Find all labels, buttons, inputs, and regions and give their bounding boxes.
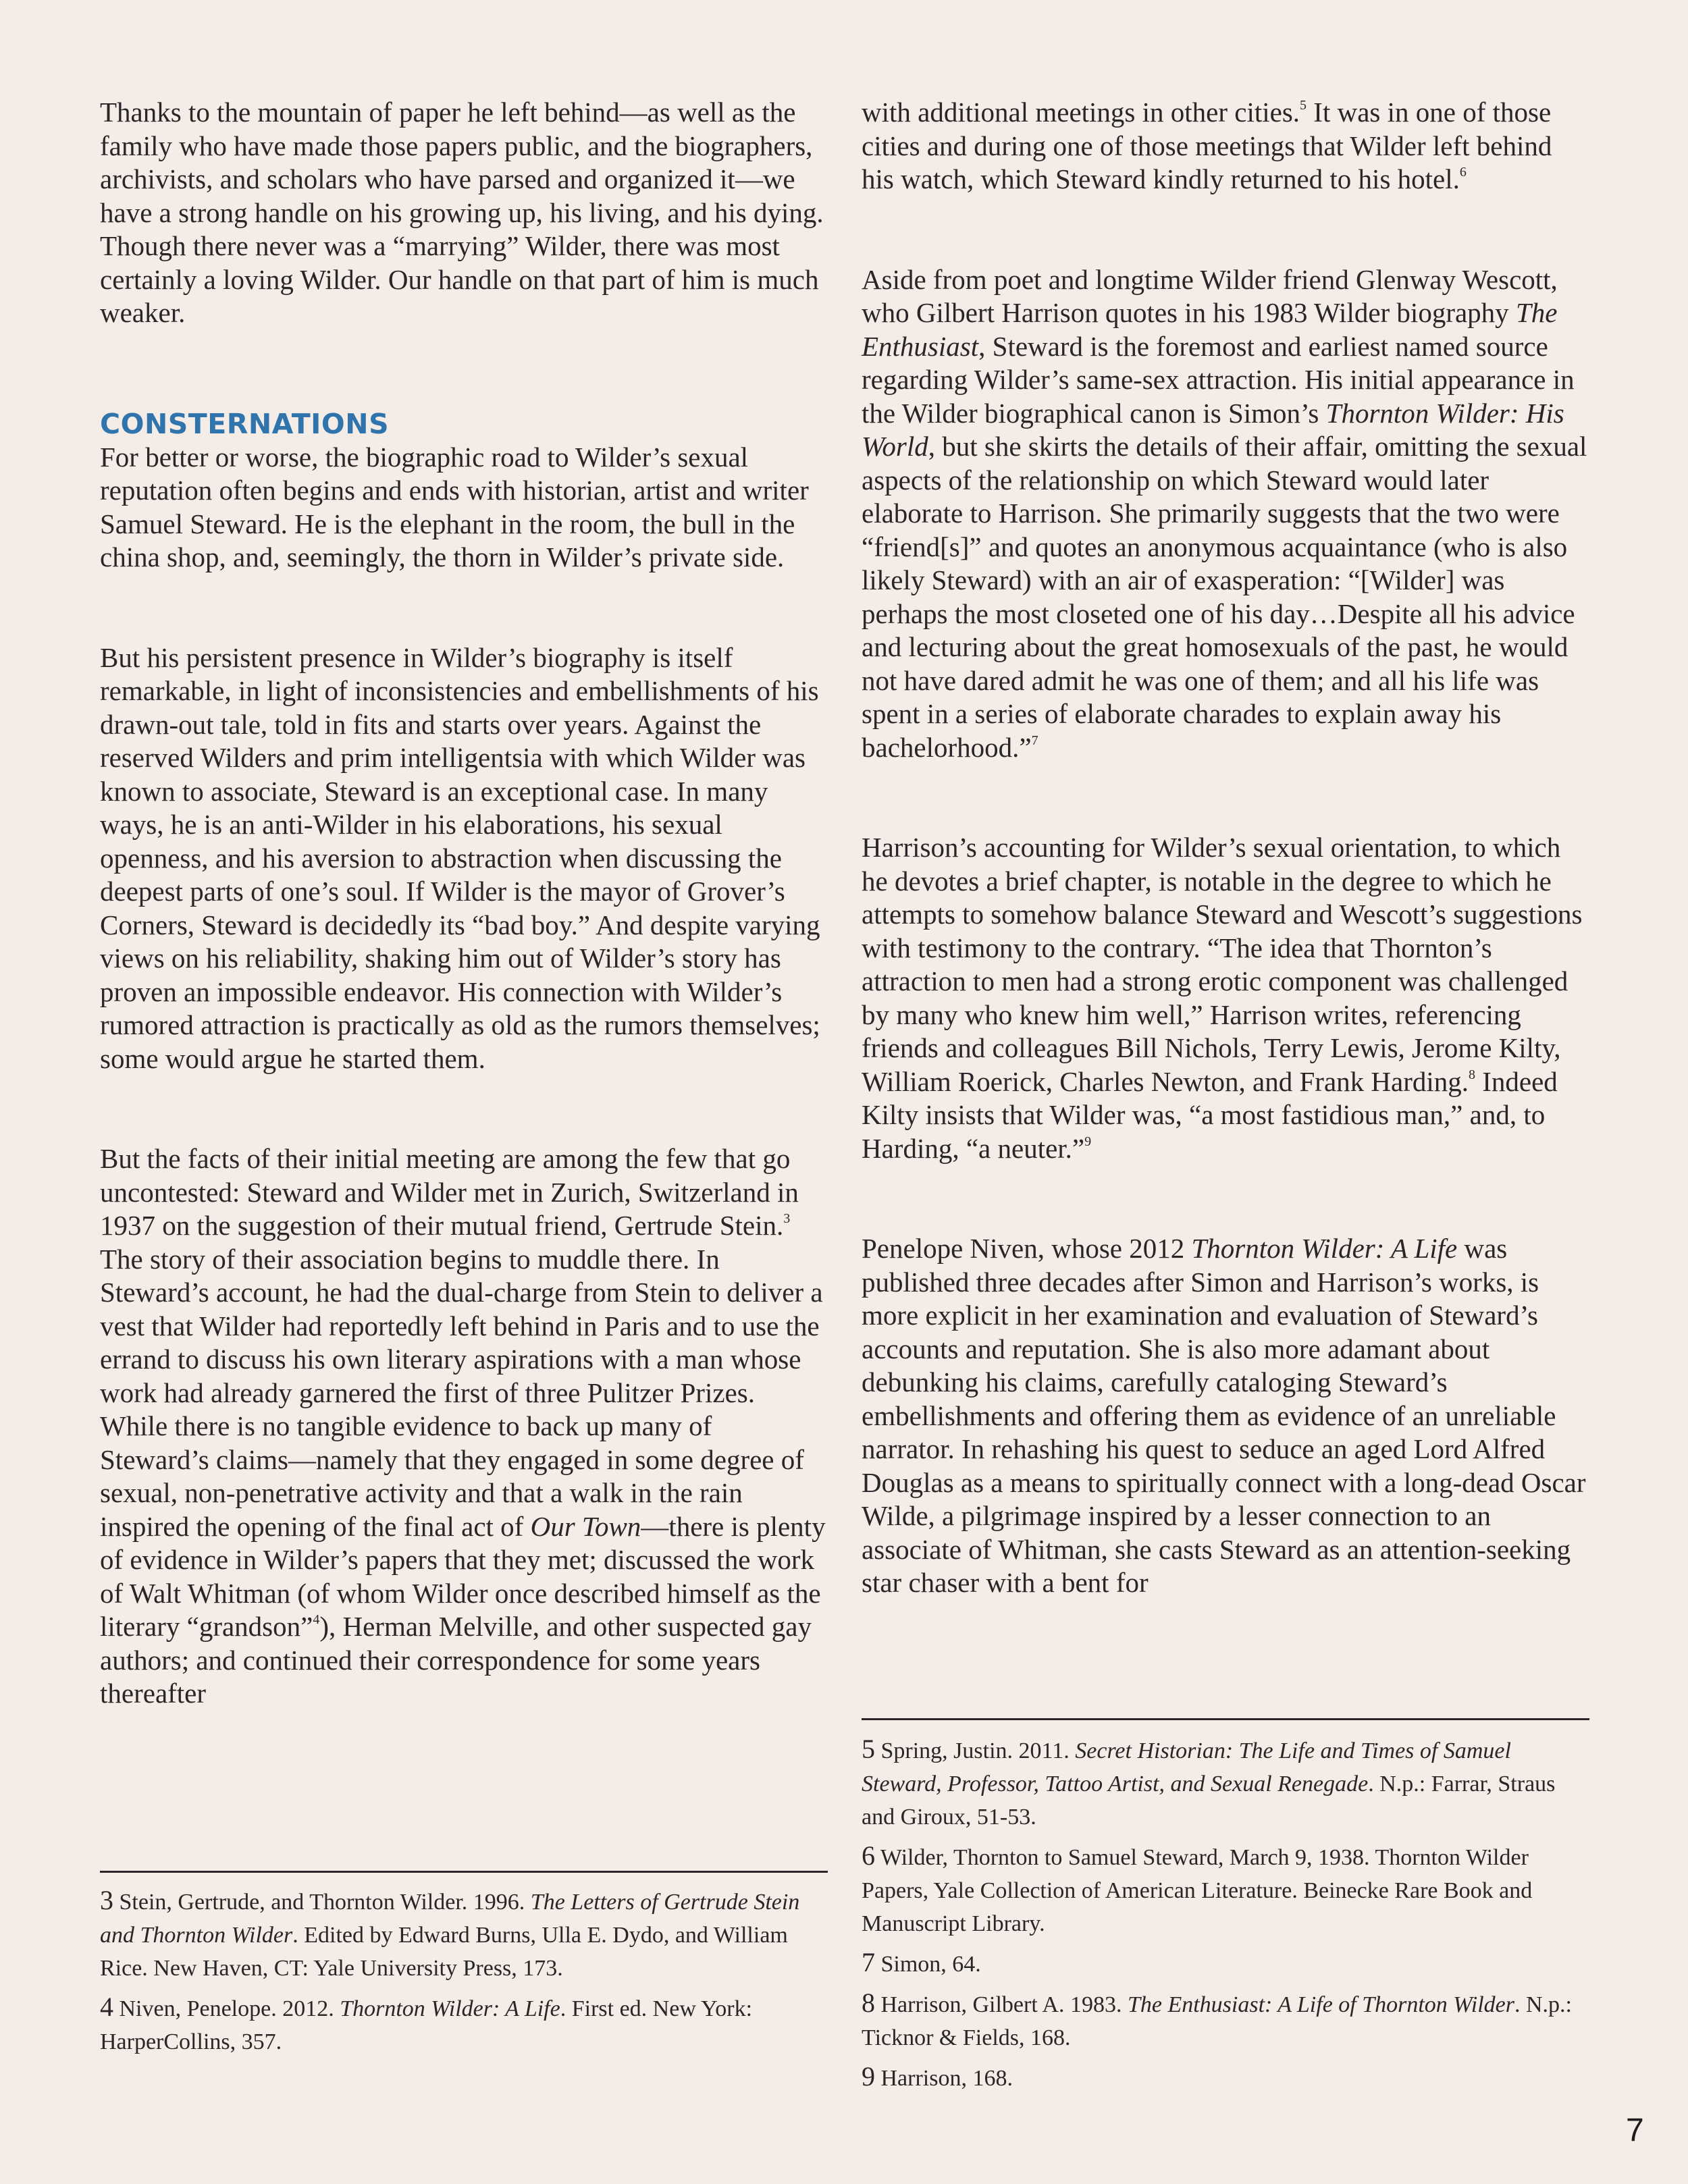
text-run: ), Herman Melville, and other suspected gay authors; and continued their correspondence for some years thereafter <box>100 1611 812 1709</box>
footnote-divider <box>100 1871 828 1873</box>
text-run: with additional meetings in other cities. <box>862 97 1300 128</box>
text-run: was published three decades after Simon and Harrison’s works, is more explicit in her examination and evaluation of Steward’s accounts and reputation. She is also more adamant about debunking his claims, carefully cataloging Steward’s embellishments and offering them as evidence of an unreliable narrator. In rehashing his quest to seduce an aged Lord Alfred Douglas as a means to spiritually connect with a long-dead Oscar Wilde, a pilgrimage inspired by a lesser connection to an associate of Whitman, she casts Steward as an attention-seeking star chaser with a bent for <box>862 1233 1586 1598</box>
paragraph: Thanks to the mountain of paper he left behind—as well as the family who have made those papers public, and the biographers, archivists, and scholars who have parsed and organized it—we have a strong handle on his growing up, his living, and his dying. Though there never was a “marrying” Wilder, there was most certainly a loving Wilder. Our handle on that part of him is much weaker. <box>100 97 824 328</box>
text-run: —there is plenty of evidence in Wilder’s papers that they met; discussed the work of Walt Whitman (of whom Wilder once described himself as the literary “grandson” <box>100 1510 826 1642</box>
footnote-number: 6 <box>862 1840 875 1871</box>
italic-title: Thornton Wilder: His World <box>862 397 1564 462</box>
paragraph <box>862 831 1589 1165</box>
footnote-ref[interactable]: 9 <box>1084 1134 1092 1149</box>
text-run: . N.p.: Ticknor & Fields, 168. <box>862 1992 1572 2050</box>
footnote-ref[interactable]: 8 <box>1469 1067 1475 1082</box>
text-run: Harrison’s accounting for Wilder’s sexual orientation, to which he devotes a brief chapter, is notable in the degree to which he attempts to somehow balance Steward and Wescott’s suggestions with testimony to the contrary. “The idea that Thornton’s attraction to men had a strong erotic component was challenged by many who knew him well,” Harrison writes, referencing friends and colleagues Bill Nichols, Terry Lewis, Jerome Kilty, William Roerick, Charles Newton, and Frank Harding. <box>862 832 1583 1097</box>
footnote-number: 3 <box>100 1885 113 1915</box>
text-run: Aside from poet and longtime Wilder friend Glenway Wescott, who Gilbert Harrison quotes in his 1983 Wilder biography <box>862 263 1558 328</box>
italic-title: The Enthusiast: A Life of Thornton Wilder <box>1127 1992 1514 2017</box>
footnote <box>100 1990 828 2058</box>
text-run: . N.p.: Farrar, Straus and Giroux, 51-53. <box>862 1772 1556 1830</box>
text-run: Harrison, Gilbert A. 1983. <box>875 1992 1128 2017</box>
right-column <box>862 96 1589 1600</box>
text-run: Spring, Justin. 2011. <box>875 1738 1076 1763</box>
text-run: Stein, Gertrude, and Thornton Wilder. 1996. <box>113 1890 531 1915</box>
italic-title: The Enthusiast <box>862 297 1558 362</box>
footnote <box>862 1986 1589 2054</box>
section-heading: CONSTERNATIONS <box>100 407 390 440</box>
footnote-divider <box>862 1718 1589 1720</box>
left-column <box>100 96 828 1711</box>
italic-title: Secret Historian: The Life and Times of Samuel Steward, Professor, Tattoo Artist, and Sexual Renegade <box>862 1738 1511 1796</box>
text-run: Harrison, 168. <box>875 2066 1013 2091</box>
footnote-number: 8 <box>862 1988 875 2018</box>
footnote-ref[interactable]: 6 <box>1459 165 1467 180</box>
text-run: The story of their association begins to muddle there. In Steward’s account, he had the dual-charge from Stein to deliver a vest that Wilder had reportedly left behind in Paris and to use the errand to discuss his own literary aspirations with a man whose work had already garnered the first of three Pulitzer Prizes. While there is no tangible evidence to back up many of Steward’s claims—namely that they engaged in some degree of sexual, non-penetrative activity and that a walk in the rain inspired the opening of the final act of <box>100 1243 823 1542</box>
footnote-ref[interactable]: 7 <box>1031 733 1038 748</box>
footnotes-left <box>100 1884 828 2064</box>
italic-title: Thornton Wilder: A Life <box>340 1996 560 2021</box>
text-run: It was in one of those cities and during one of those meetings that Wilder left behind his watch, which Steward kindly returned to his hotel. <box>862 97 1552 194</box>
footnote-number: 5 <box>862 1734 875 1764</box>
paragraph <box>862 263 1589 765</box>
text-run: Penelope Niven, whose 2012 <box>862 1233 1192 1264</box>
italic-title: Our Town <box>530 1510 641 1542</box>
paragraph: For better or worse, the biographic road to Wilder’s sexual reputation often begins and ends with historian, artist and writer Samuel Steward. He is the elephant in the room, the bull in the china shop, and, seemingly, the thorn in Wilder’s private side. <box>100 441 809 572</box>
footnote-number: 9 <box>862 2061 875 2092</box>
footnote-number: 7 <box>862 1947 875 1977</box>
paragraph <box>100 1142 828 1711</box>
footnote-number: 4 <box>100 1992 113 2022</box>
text-run: , but she skirts the details of their affair, omitting the sexual aspects of the relationship on which Steward would later elaborate to Harrison. She primarily suggests that the two were “friend[s]” and quotes an anonymous acquaintance (who is also likely Steward) with an air of exasperation: “[Wilder] was perhaps the most closeted one of his day…Despite all his advice and lecturing about the great homosexuals of the past, he would not have dared admit he was one of them; and all his life was spent in a series of elaborate charades to explain away his bachelorhood.” <box>862 431 1587 763</box>
text-run: Niven, Penelope. 2012. <box>113 1996 340 2021</box>
footnote-ref[interactable]: 3 <box>783 1211 791 1226</box>
paragraph <box>862 1232 1589 1600</box>
footnote <box>862 1946 1589 1981</box>
text-run: Simon, 64. <box>875 1952 981 1977</box>
footnotes-right <box>862 1732 1589 2100</box>
footnote <box>100 1884 828 1985</box>
text-run: Wilder, Thornton to Samuel Steward, March 9, 1938. Thornton Wilder Papers, Yale Collection of American Literature. Beinecke Rare Book and Manuscript Library. <box>862 1845 1533 1936</box>
italic-title: The Letters of Gertrude Stein and Thornton Wilder <box>100 1890 800 1948</box>
text-run: . First ed. New York: HarperCollins, 357. <box>100 1996 753 2054</box>
page-number: 7 <box>1626 2112 1644 2148</box>
italic-title: Thornton Wilder: A Life <box>1191 1233 1458 1264</box>
text-run: Indeed Kilty insists that Wilder was, “a most fastidious man,” and, to Harding, “a neuter.” <box>862 1065 1558 1164</box>
text-run: But the facts of their initial meeting are among the few that go uncontested: Steward and Wilder met in Zurich, Switzerland in 1937 on the suggestion of their mutual friend, Gertrude Stein. <box>100 1143 799 1241</box>
text-run: . Edited by Edward Burns, Ulla E. Dydo, and William Rice. New Haven, CT: Yale University Press, 173. <box>100 1923 788 1981</box>
footnote-ref[interactable]: 4 <box>313 1612 320 1627</box>
paragraph <box>862 96 1589 196</box>
footnote-ref[interactable]: 5 <box>1300 98 1307 113</box>
footnote <box>862 1732 1589 1834</box>
footnote <box>862 1839 1589 1940</box>
paragraph: But his persistent presence in Wilder’s biography is itself remarkable, in light of inconsistencies and embellishments of his drawn-out tale, told in fits and starts over years. Against the reserved Wilders and prim intelligentsia with which Wilder was known to associate, Steward is an exceptional case. In many ways, he is an anti-Wilder in his elaborations, his sexual openness, and his aversion to abstraction when discussing the deepest parts of one’s soul. If Wilder is the mayor of Grover’s Corners, Steward is decidedly its “bad boy.” And despite varying views on his reliability, shaking him out of Wilder’s story has proven an impossible endeavor. His connection with Wilder’s rumored attraction is practically as old as the rumors themselves; some would argue he started them. <box>100 641 820 1074</box>
footnote <box>862 2060 1589 2095</box>
text-run: , Steward is the foremost and earliest named source regarding Wilder’s same-sex attraction. His initial appearance in the Wilder biographical canon is Simon’s <box>862 330 1575 429</box>
